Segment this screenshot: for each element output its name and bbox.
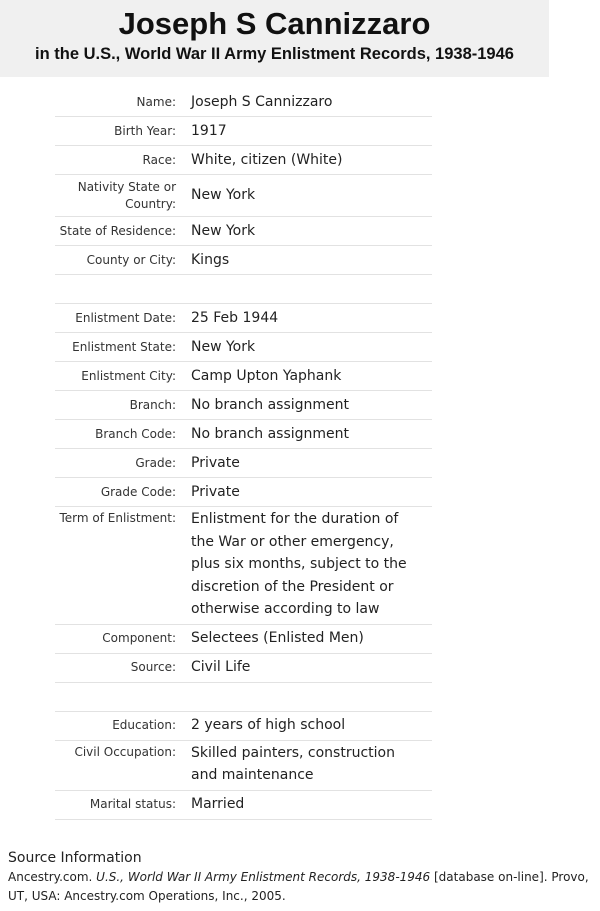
record-row-marital-status xyxy=(55,791,432,820)
record-row-grade xyxy=(55,449,432,478)
source-information xyxy=(8,848,593,906)
record-row-civil-occupation xyxy=(55,741,432,791)
citation-suffix: [database on-line]. Provo, UT, USA: Ancestry.com Operations, Inc., 2005. xyxy=(8,870,589,903)
field-value: No branch assignment xyxy=(191,396,350,413)
record-row-spacer xyxy=(55,275,432,304)
field-value: 25 Feb 1944 xyxy=(191,309,279,326)
field-label: Name: xyxy=(136,94,176,109)
collection-subtitle: in the U.S., World War II Army Enlistment Records, 1938-1946 xyxy=(35,45,514,63)
field-value: Skilled painters, construction and maintenance xyxy=(191,744,395,783)
record-row-enlistment-state xyxy=(55,333,432,362)
field-value: 2 years of high school xyxy=(191,717,346,734)
field-label: Marital status: xyxy=(89,797,176,811)
field-label: Grade: xyxy=(135,455,176,470)
source-heading: Source Information xyxy=(8,850,142,866)
record-row-education xyxy=(55,712,432,741)
field-label: Enlistment State: xyxy=(72,339,176,354)
field-value: White, citizen (White) xyxy=(191,151,343,168)
record-row-name xyxy=(55,88,432,117)
record-header xyxy=(0,0,549,77)
field-label: Enlistment Date: xyxy=(75,310,176,325)
citation-prefix: Ancestry.com. xyxy=(8,870,97,884)
field-value: Selectees (Enlisted Men) xyxy=(191,630,364,647)
field-label: Nativity State or Country: xyxy=(77,179,176,211)
field-value: Joseph S Cannizzaro xyxy=(191,93,333,110)
field-label: State of Residence: xyxy=(59,223,176,238)
record-row-term-of-enlistment xyxy=(55,507,432,625)
field-label: County or City: xyxy=(86,252,176,267)
record-table xyxy=(55,88,432,820)
field-label: Birth Year: xyxy=(114,123,176,138)
field-value: Private xyxy=(191,454,240,471)
field-value: No branch assignment xyxy=(191,425,350,442)
record-row-branch xyxy=(55,391,432,420)
field-label: Component: xyxy=(102,631,176,645)
record-row-nativity xyxy=(55,175,432,217)
field-label: Enlistment City: xyxy=(81,368,176,383)
record-row-enlistment-city xyxy=(55,362,432,391)
citation-title: U.S., World War II Army Enlistment Records, 1938-1946 xyxy=(96,870,431,884)
source-citation xyxy=(8,868,593,906)
record-row-birth-year xyxy=(55,117,432,146)
record-row-enlistment-date xyxy=(55,304,432,333)
field-value: Civil Life xyxy=(191,659,251,676)
record-row-spacer xyxy=(55,683,432,712)
field-label: Source: xyxy=(130,660,176,674)
record-row-state-of-residence xyxy=(55,217,432,246)
field-value: Enlistment for the duration of the War or other emergency, plus six months, subject to the discretion of the President or otherwise according to law xyxy=(191,511,407,617)
field-value: New York xyxy=(191,338,256,355)
field-value: Kings xyxy=(191,251,230,268)
field-label: Branch: xyxy=(129,397,176,412)
field-value: 1917 xyxy=(191,122,227,139)
person-name-title: Joseph S Cannizzaro xyxy=(118,6,431,41)
record-row-grade-code xyxy=(55,478,432,507)
field-label: Branch Code: xyxy=(95,426,176,441)
record-row-component xyxy=(55,625,432,654)
field-label: Education: xyxy=(112,718,176,732)
field-label: Term of Enlistment: xyxy=(59,511,176,525)
record-row-source xyxy=(55,654,432,683)
field-label: Race: xyxy=(142,152,176,167)
record-row-race xyxy=(55,146,432,175)
field-label: Grade Code: xyxy=(100,484,176,499)
field-value: New York xyxy=(191,187,256,204)
field-value: Married xyxy=(191,796,245,813)
record-row-branch-code xyxy=(55,420,432,449)
field-value: New York xyxy=(191,222,256,239)
field-value: Camp Upton Yaphank xyxy=(191,367,342,384)
field-label: Civil Occupation: xyxy=(74,744,176,759)
field-value: Private xyxy=(191,483,240,500)
record-row-county-or-city xyxy=(55,246,432,275)
